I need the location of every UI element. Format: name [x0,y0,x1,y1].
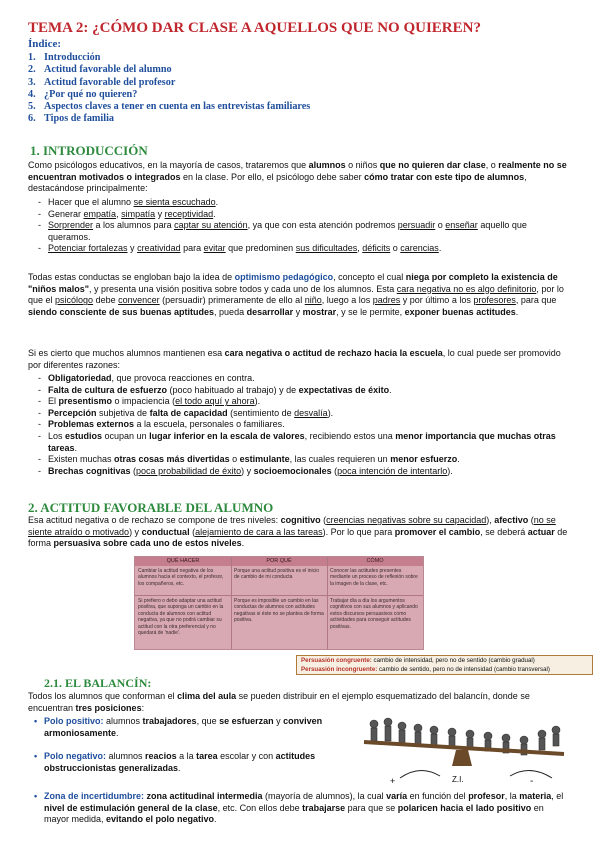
index-item[interactable]: 5. Aspectos claves a tener en cuenta en las entrevistas familiares [28,101,311,113]
table-cell: Trabajar día a día los argumentos cognitivos con sus alumnos y aplicando estos discursos persuasivos como actividades para conseguir actitudes positivas. [330,598,418,630]
section-1-list-2 [38,373,572,477]
list-item: - Problemas externos a la escuela, personales o familiares. [38,419,572,431]
persuasion-congruent: Persuasión congruente: cambio de intensidad, pero no de sentido (cambio gradual) [301,657,535,664]
document-title: TEMA 2: ¿CÓMO DAR CLASE A AQUELLOS QUE NO QUIEREN? [28,20,481,36]
persuasion-incongruent: Persuasión incongruente: cambio de sentido, pero no de intensidad (cambio transversal) [301,665,550,673]
list-item: - Obligatoriedad, que provoca reacciones en contra. [38,373,572,385]
table-header: QUÉ HACER [135,557,231,566]
section-2-1-paragraph-1: Todos los alumnos que conforman el clima del aula se pueden distribuir en el ejemplo esquematizado del balancín, donde se encuentran tres posiciones: [28,691,530,713]
table-cell: Cambiar la actitud negativa de los alumnos hacia el contexto, el profesor, los compañeros, etc. [138,568,224,587]
list-item: - El presentismo o impaciencia (el todo aquí y ahora). [38,396,572,408]
section-2-1-heading: 2.1. EL BALANCÍN: [44,676,152,690]
table-cell: Conocer las actitudes presentes mediante un proceso de reflexión sobre la imagen de la clase, etc. [330,568,418,587]
positive-pole-item: • Polo positivo: alumnos trabajadores, que se esfuerzan y conviven armoniosamente. [34,716,346,739]
section-1-paragraph-2: Todas estas conductas se engloban bajo la idea de optimismo pedagógico, concepto el cual niega por completo la existencia de "niños malos", y presenta una visión positiva sobre todos y cada uno de los alumnos. Esta cara negativa no es algo definitorio, por lo que el psicólogo debe convencer (persuadir) primeramente de ello al niño, luego a los padres y por último a los profesores, para que siendo consciente de sus buenas aptitudes, pueda desarrollar y mostrar, y se le permite, exponer buenas actitudes. [28,272,564,317]
section-2-heading: 2. ACTITUD FAVORABLE DEL ALUMNO [28,500,274,515]
index-item[interactable]: 3. Actitud favorable del profesor [28,76,176,88]
table-cell: Porque es imposible un cambio en las conductas de alumnos con actitudes negativas si éste no se plantea de forma positiva. [234,598,324,624]
section-1-paragraph-3: Si es cierto que muchos alumnos mantienen esa cara negativa o actitud de rechazo hacia la escuela, lo cual puede ser promovido por diferentes razones: [28,348,561,370]
section-1-list-1 [38,197,568,255]
seesaw-zi-label: Z.I. [452,775,464,784]
list-item: - Hacer que el alumno se sienta escuchado. [38,197,568,209]
index-item[interactable]: 4. ¿Por qué no quieren? [28,88,138,100]
section-1-heading: 1. INTRODUCCIÓN [30,143,148,158]
list-item: - Los estudios ocupan un lugar inferior en la escala de valores, recibiendo estos una menor importancia que muchas otras tareas. [38,431,572,454]
table-cell: Si prefiero o debo adaptar una actitud positiva, que suponga un cambio en la conducta de alumnos con actitud negativa, ya que no podrá cambiar su actitud con la otra preferencial y no quedará de 'nadie'. [138,598,224,637]
index-item[interactable]: 2. Actitud favorable del alumno [28,64,172,76]
balance-positions-list [34,716,346,774]
table-cell: Porque una actitud positiva es el inicio de cambio de mi conducta [234,568,320,581]
index-item[interactable]: 1. Introducción [28,52,101,63]
list-item: - Percepción subjetiva de falta de capacidad (sentimiento de desvalía). [38,408,572,420]
list-item: - Brechas cognitivas (poca probabilidad de éxito) y socioemocionales (poca intención de intentarlo). [38,466,572,478]
list-item: - Generar empatía, simpatía y receptividad. [38,209,568,221]
index-heading: Índice: [28,38,61,50]
table-header: POR QUÉ [231,557,327,566]
seesaw-plus-label: + [390,776,396,786]
list-item: - Existen muchas otras cosas más divertidas o estimulante, las cuales requieren un menor esfuerzo. [38,454,572,466]
section-1-paragraph-1: Como psicólogos educativos, en la mayoría de casos, trataremos que alumnos o niños que no quieren dar clase, o realmente no se encuentran motivados o integrados en la clase. Por ello, el psicólogo debe saber cómo tratar con este tipo de alumnos, destacándose principalmente: [28,160,567,194]
seesaw-drawing [360,704,568,786]
seesaw-minus-label: - [530,776,534,786]
attitude-table-image [134,556,424,650]
uncertainty-zone-item: • Zona de incertidumbre: zona actitudinal intermedia (mayoría de alumnos), la cual varía en función del profesor, la materia, el nivel de estimulación general de la clase, etc. Con ellos debe trabajarse para que se polaricen hacia el lado positivo en mayor medida, evitando el polo negativo. [34,791,568,826]
list-item: - Sorprender a los alumnos para captar su atención, ya que con esta atención podremos persuadir o enseñar aquello que queramos. [38,220,568,243]
table-header: CÓMO [327,557,423,566]
list-item: - Falta de cultura de esfuerzo (poco habituado al trabajo) y de expectativas de éxito. [38,385,572,397]
list-item: - Potenciar fortalezas y creatividad para evitar que predominen sus dificultades, déficits o carencias. [38,243,568,255]
negative-pole-item: • Polo negativo: alumnos reacios a la tarea escolar y con actitudes obstruccionistas generalizadas. [34,751,346,774]
section-2-paragraph-1: Esa actitud negativa o de rechazo se compone de tres niveles: cognitivo (creencias negativas sobre su capacidad), afectivo (no se siente atraído o motivado) y conductual (alejamiento de cara a las tareas). Por lo que para promover el cambio, se deberá actuar de forma persuasiva sobre cada uno de estos niveles. [28,515,568,549]
seesaw-illustration [360,704,568,786]
persuasion-note-box [296,655,593,675]
index-list [28,52,310,126]
index-item[interactable]: 6. Tipos de familia [28,113,115,125]
